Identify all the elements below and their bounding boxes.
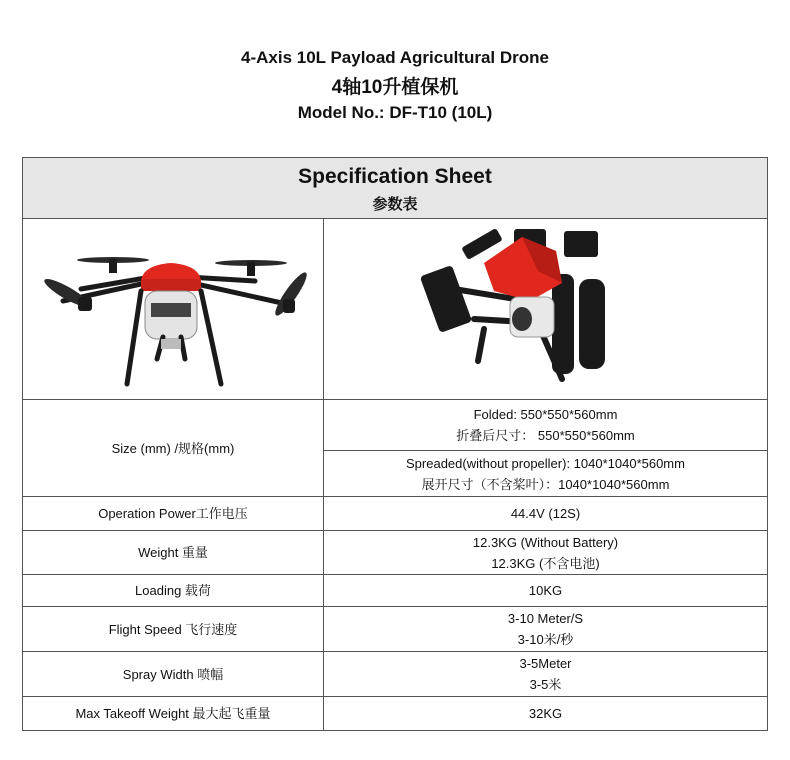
spec-value-weight: 12.3KG (Without Battery) 12.3KG (不含电池) [472,534,619,571]
spec-sheet-header [23,158,767,219]
spec-label-flight-speed: Flight Speed 飞行速度 [108,621,238,637]
drone-front-image [23,219,323,399]
drone-folded-image [324,219,767,399]
spec-value-spray-width: 3-5Meter 3-5米 [519,656,572,692]
spec-sheet-title: Specification Sheet [298,165,492,188]
spec-label-loading: Loading 载荷 [135,583,211,598]
spec-value-size-folded: Folded: 550*550*560mm 折叠后尺寸： 550*550*560mm [456,407,635,443]
drone-photo-left [23,219,323,399]
spec-value-power: 44.4V (12S) [510,506,581,521]
title-chinese: 4轴10升植保机 [331,77,459,98]
model-number: Model No.: DF-T10 (10L) [297,103,493,122]
spec-sheet-subtitle: 参数表 [372,196,418,213]
spec-value-flight-speed: 3-10 Meter/S 3-10米/秒 [507,611,584,647]
title-english: 4-Axis 10L Payload Agricultural Drone [241,48,549,67]
spec-label-weight: Weight 重量 [138,545,208,560]
spec-label-size: Size (mm) /规格(mm) [111,440,235,456]
drone-photo-right [324,219,767,399]
spec-label-power: Operation Power工作电压 [98,506,248,521]
spec-value-size-spreaded: Spreaded(without propeller): 1040*1040*560mm 展开尺寸（不含桨叶）：1040*1040*560mm [406,455,685,492]
spec-label-spray-width: Spray Width 喷幅 [122,666,224,682]
spec-value-max-takeoff-weight: 32KG [528,706,563,721]
spec-sheet-table [22,157,768,731]
spec-label-max-takeoff-weight: Max Takeoff Weight 最大起飞重量 [75,706,271,721]
spec-value-loading: 10KG [528,583,563,598]
